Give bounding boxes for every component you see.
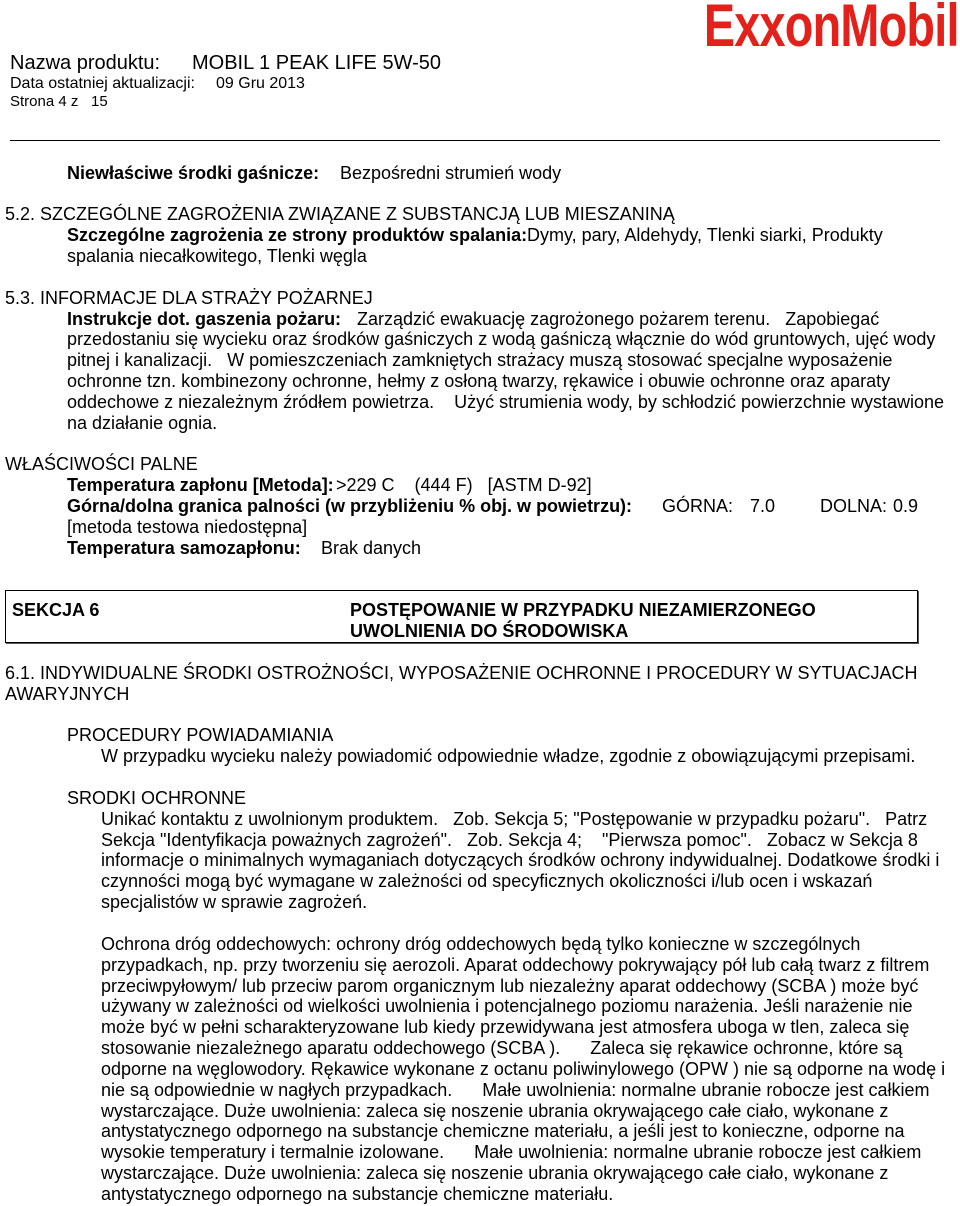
unsuitable-extinguishing-label: Niewłaściwe środki gaśnicze:: [67, 162, 320, 183]
respiratory-protection-text: wystarczające. Duże uwolnienia: zaleca się noszenie ubrania okrywającego całe ciało, wykonane z: [101, 1100, 889, 1121]
protective-measures-row: [0, 809, 960, 830]
respiratory-protection-row: [0, 1038, 960, 1059]
respiratory-protection-row: [0, 976, 960, 997]
flammable-properties-heading-row: [0, 454, 960, 475]
header-divider: [10, 140, 940, 141]
last-updated-label: Data ostatniej aktualizacji:: [10, 75, 195, 92]
section-6-number: SEKCJA 6: [12, 600, 100, 621]
respiratory-protection-text: wystarczające. Duże uwolnienia: zaleca się noszenie ubrania okrywającego całe ciało, wykonane z: [101, 1163, 889, 1184]
page-total: 15: [91, 93, 108, 110]
section-6-title-row: [0, 600, 960, 621]
respiratory-protection-row: [0, 934, 960, 955]
protective-measures-heading-row: [0, 788, 960, 809]
flammable-properties-heading: WŁAŚCIWOŚCI PALNE: [5, 454, 198, 475]
protective-measures-text: Unikać kontaktu z uwolnionym produktem. Zob. Sekcja 5; "Postępowanie w przypadku pożaru". Patrz: [101, 808, 928, 829]
respiratory-protection-text: wysokie temperatury i termalnie izolowane. Małe uwolnienia: normalne ubranie robocze jest całkiem: [101, 1142, 922, 1163]
page-number-label: Strona 4 z: [10, 93, 79, 110]
protective-measures-text: informacje o minimalnych wymaganiach dotyczących środków ochrony indywidualnej. Dodatkowe środki i: [101, 850, 940, 871]
protective-measures-heading: SRODKI OCHRONNE: [67, 787, 247, 808]
spacer: [0, 705, 960, 726]
firefighting-label: Instrukcje dot. gaszenia pożaru:: [67, 308, 342, 329]
respiratory-protection-text: Ochrona dróg oddechowych: ochrony dróg oddechowych będą tylko konieczne w szczególnych: [101, 933, 861, 954]
product-name-label: Nazwa produktu:: [10, 52, 161, 74]
autoignition-value: Brak danych: [321, 537, 422, 558]
protective-measures-text: specjalistów w sprawie zagrożeń.: [101, 892, 368, 913]
respiratory-protection-text: nie są odpowiednie w nagłych przypadkach. Małe uwolnienia: normalne ubranie robocze jest całkiem: [101, 1079, 930, 1100]
respiratory-protection-row: [0, 1121, 960, 1142]
spacer: [0, 559, 960, 580]
combustion-hazards-row: [0, 225, 960, 246]
upper-limit-label: GÓRNA:: [662, 496, 734, 517]
spacer: [0, 267, 960, 288]
respiratory-protection-text: odporne na węglowodory. Rękawice wykonane z octanu poliwinylowego (OPW ) nie są odporne na wodę i: [101, 1058, 946, 1079]
spacer: [0, 434, 960, 455]
protective-measures-text: Sekcja "Identyfikacja poważnych zagrożeń". Zob. Sekcja 4; "Pierwsza pomoc". Zobacz w Sekcja 8: [101, 829, 918, 850]
respiratory-protection-row: [0, 1080, 960, 1101]
firefighting-text: Zarządzić ewakuację zagrożonego pożarem terenu. Zapobiegać: [357, 308, 880, 329]
firefighting-text: przedostaniu się wycieku oraz środków gaśniczych z wodą gaśniczą włącznie do wód gruntowych, ujęć wody: [67, 329, 936, 350]
unsuitable-extinguishing-row: [0, 163, 960, 184]
respiratory-protection-row: [0, 1017, 960, 1038]
flash-point-label: Temperatura zapłonu [Metoda]:: [67, 475, 334, 496]
section-6-1-heading-row: [0, 663, 960, 684]
flammability-limits-row: [0, 496, 960, 517]
lower-limit-label: DOLNA:: [820, 496, 888, 517]
section-6-title: UWOLNIENIA DO ŚRODOWISKA: [350, 621, 629, 642]
combustion-hazards-value: spalania niecałkowitego, Tlenki węgla: [67, 245, 367, 266]
spacer: [0, 183, 960, 204]
last-updated-date: 09 Gru 2013: [216, 75, 305, 92]
flammability-method-row: [0, 517, 960, 538]
respiratory-protection-row: [0, 1059, 960, 1080]
firefighting-row: [0, 371, 960, 392]
document-body: [0, 163, 960, 1205]
section-5-2-heading: 5.2. SZCZEGÓLNE ZAGROŻENIA ZWIĄZANE Z SUBSTANCJĄ LUB MIESZANINĄ: [5, 204, 675, 225]
firefighting-row: [0, 413, 960, 434]
exxonmobil-logo: ExxonMobil: [704, 0, 959, 59]
respiratory-protection-text: może być w pełni scharakteryzowane lub kiedy przewidywana jest atmosfera uboga w tlen, zaleca się: [101, 1017, 910, 1038]
notification-heading: PROCEDURY POWIADAMIANIA: [67, 725, 334, 746]
flash-point-value: >229 C (444 F) [ASTM D-92]: [336, 475, 592, 496]
firefighting-row: [0, 309, 960, 330]
protective-measures-row: [0, 830, 960, 851]
protective-measures-row: [0, 892, 960, 913]
section-6-1-heading: AWARYJNYCH: [5, 683, 130, 704]
spacer: [0, 579, 960, 600]
respiratory-protection-row: [0, 1142, 960, 1163]
respiratory-protection-row: [0, 1163, 960, 1184]
respiratory-protection-row: [0, 996, 960, 1017]
section-5-3-heading: 5.3. INFORMACJE DLA STRAŻY POŻARNEJ: [5, 287, 373, 308]
upper-limit-value: 7.0: [750, 496, 776, 517]
respiratory-protection-row: [0, 955, 960, 976]
combustion-hazards-label: Szczególne zagrożenia ze strony produktów spalania:: [67, 225, 528, 246]
section-6-1-heading: 6.1. INDYWIDUALNE ŚRODKI OSTROŻNOŚCI, WYPOSAŻENIE OCHRONNE I PROCEDURY W SYTUACJACH: [5, 662, 918, 683]
section-6-1-heading-row: [0, 684, 960, 705]
flash-point-row: [0, 475, 960, 496]
combustion-hazards-value: Dymy, pary, Aldehydy, Tlenki siarki, Produkty: [527, 225, 883, 246]
unsuitable-extinguishing-value: Bezpośredni strumień wody: [340, 162, 562, 183]
respiratory-protection-row: [0, 1184, 960, 1205]
respiratory-protection-text: przypadkach, np. przy tworzeniu się aerozoli. Aparat oddechowy pokrywający pół lub całą twarz z filtrem: [101, 954, 930, 975]
firefighting-row: [0, 350, 960, 371]
product-name: MOBIL 1 PEAK LIFE 5W-50: [192, 52, 441, 74]
firefighting-text: ochronne tzn. kombinezony ochronne, hełmy z osłoną twarzy, rękawice i obuwie ochronne oraz aparaty: [67, 371, 891, 392]
section-5-2-heading-row: [0, 204, 960, 225]
notification-row: [0, 746, 960, 767]
spacer: [0, 642, 960, 663]
respiratory-protection-text: antystatycznego odpornego na substancje chemiczne materiału, a jeśli jest to konieczne, odporne na: [101, 1121, 905, 1142]
firefighting-text: pitnej i kanalizacji. W pomieszczeniach zamkniętych strażacy muszą stosować specjalne wyposażenie: [67, 350, 893, 371]
respiratory-protection-row: [0, 1101, 960, 1122]
firefighting-row: [0, 392, 960, 413]
notification-text: W przypadku wycieku należy powiadomić odpowiednie władze, zgodnie z obowiązującymi przepisami.: [101, 746, 916, 767]
firefighting-row: [0, 329, 960, 350]
spacer: [0, 767, 960, 788]
section-6-title-row: [0, 621, 960, 642]
autoignition-row: [0, 538, 960, 559]
section-6-title: POSTĘPOWANIE W PRZYPADKU NIEZAMIERZONEGO: [350, 600, 816, 621]
section-5-3-heading-row: [0, 288, 960, 309]
autoignition-label: Temperatura samozapłonu:: [67, 537, 301, 558]
respiratory-protection-text: używany w zależności od wielkości uwolnienia i potencjalnego poziomu narażenia. Jeśli narażenie nie: [101, 996, 913, 1017]
firefighting-text: na działanie ognia.: [67, 412, 218, 433]
respiratory-protection-text: antystatycznego odpornego na substancje chemiczne materiału.: [101, 1183, 614, 1204]
notification-heading-row: [0, 725, 960, 746]
lower-limit-value: 0.9: [893, 496, 919, 517]
flammability-limits-label: Górna/dolna granica palności (w przybliżeniu % obj. w powietrzu):: [67, 496, 633, 517]
combustion-hazards-row: [0, 246, 960, 267]
flammability-method: [metoda testowa niedostępna]: [67, 516, 308, 537]
spacer: [0, 913, 960, 934]
protective-measures-row: [0, 871, 960, 892]
protective-measures-row: [0, 850, 960, 871]
respiratory-protection-text: przeciwpyłowym/ lub przeciw parom organicznym lub niezależny aparat oddechowy (SCBA ) może być: [101, 975, 919, 996]
firefighting-text: oddechowe z niezależnym źródłem powietrza. Użyć strumienia wody, by schłodzić powierzchnie wystawione: [67, 391, 945, 412]
protective-measures-text: czynności mogą być wymagane w zależności od specyficznych okoliczności i/lub ocen i wskazań: [101, 871, 873, 892]
respiratory-protection-text: stosowanie niezależnego aparatu oddechowego (SCBA ). Zaleca się rękawice ochronne, które są: [101, 1038, 903, 1059]
